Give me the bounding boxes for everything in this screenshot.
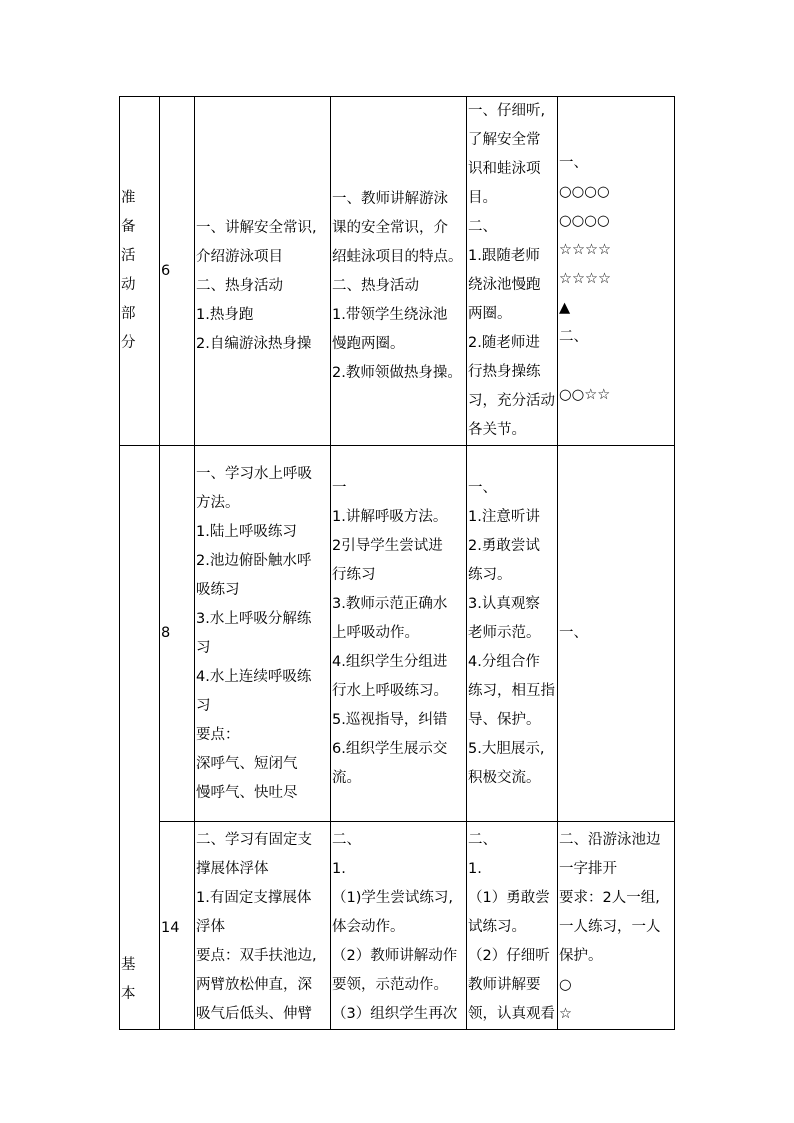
organization-line: 二、 bbox=[559, 328, 588, 345]
section-char: 活 bbox=[121, 248, 136, 264]
minutes-cell: 14 bbox=[160, 822, 195, 1030]
content-line: 方法。 bbox=[196, 494, 240, 511]
student-line: （1）勇敢尝 bbox=[468, 890, 550, 906]
teacher-activity-cell bbox=[331, 97, 467, 446]
section-char: 基 bbox=[121, 957, 136, 973]
student-line: 一、 bbox=[468, 480, 497, 496]
content-cell bbox=[195, 446, 331, 822]
student-line: 习，充分活动 bbox=[468, 393, 555, 409]
student-line: 试练习。 bbox=[468, 919, 526, 935]
teacher-line: 体会动作。 bbox=[332, 919, 405, 935]
organization-line: 保护。 bbox=[559, 948, 603, 964]
content-line: 吸气后低头、伸臂 bbox=[196, 1006, 312, 1022]
teacher-line: 二、热身活动 bbox=[332, 277, 419, 294]
student-line: 2.勇敢尝试 bbox=[468, 538, 540, 554]
content-line: 撑展体浮体 bbox=[196, 861, 269, 877]
table-row bbox=[120, 822, 675, 1030]
teacher-line: 5.巡视指导，纠错 bbox=[332, 712, 448, 728]
teacher-line: 行水上呼吸练习。 bbox=[332, 683, 448, 699]
teacher-line: 上呼吸动作。 bbox=[332, 625, 419, 641]
teacher-line: 绍蛙泳项目的特点。 bbox=[332, 248, 463, 265]
section-char: 本 bbox=[121, 986, 136, 1002]
content-line: 慢呼气、快吐尽 bbox=[196, 784, 298, 801]
student-activity-cell bbox=[467, 97, 558, 446]
organization-line: 要求：2人一组, bbox=[559, 890, 660, 906]
student-line: 目。 bbox=[468, 190, 497, 206]
formation-symbols: ○○☆☆ bbox=[559, 386, 611, 403]
formation-symbols: ○○○○ bbox=[559, 212, 610, 229]
teacher-line: 1. bbox=[332, 861, 346, 877]
content-line: 要点：双手扶池边, bbox=[196, 948, 317, 964]
table-row bbox=[120, 446, 675, 822]
formation-symbols: ○ bbox=[559, 977, 572, 993]
section-cell bbox=[120, 97, 160, 446]
content-line: 两臂放松伸直，深 bbox=[196, 977, 312, 993]
teacher-line: 6.组织学生展示交 bbox=[332, 741, 448, 757]
content-line: 一、学习水上呼吸 bbox=[196, 465, 312, 482]
student-line: 两圈。 bbox=[468, 306, 512, 322]
student-line: 1.注意听讲 bbox=[468, 509, 540, 525]
content-line: 1.陆上呼吸练习 bbox=[196, 523, 297, 540]
student-activity-cell bbox=[467, 822, 558, 1030]
teacher-line: 4.组织学生分组进 bbox=[332, 654, 448, 670]
student-activity-cell bbox=[467, 446, 558, 822]
organization-line: 一字排开 bbox=[559, 861, 617, 877]
content-line: 介绍游泳项目 bbox=[196, 248, 283, 265]
content-cell bbox=[195, 97, 331, 446]
teacher-line: 二、 bbox=[332, 832, 361, 848]
student-line: 识和蛙泳项 bbox=[468, 161, 541, 177]
content-line: 3.水上呼吸分解练 bbox=[196, 610, 312, 627]
student-line: 练习，相互指 bbox=[468, 683, 555, 699]
teacher-line: 行练习 bbox=[332, 567, 376, 583]
student-line: 2.随老师进 bbox=[468, 335, 540, 351]
student-line: （2）仔细听 bbox=[468, 948, 550, 964]
teacher-line: 2引导学生尝试进 bbox=[332, 538, 443, 554]
content-line: 2.池边俯卧触水呼 bbox=[196, 552, 312, 569]
student-line: 积极交流。 bbox=[468, 770, 541, 786]
organization-line: 一、 bbox=[559, 625, 588, 641]
student-line: 教师讲解要 bbox=[468, 977, 541, 993]
student-line: 行热身操练 bbox=[468, 364, 541, 380]
teacher-line: 流。 bbox=[332, 770, 361, 786]
teacher-line: 慢跑两圈。 bbox=[332, 335, 405, 352]
content-line: 1.有固定支撑展体 bbox=[196, 890, 312, 906]
section-cell bbox=[120, 446, 160, 1030]
teacher-line: 一、教师讲解游泳 bbox=[332, 190, 448, 207]
section-char: 分 bbox=[121, 335, 136, 351]
content-line: 习 bbox=[196, 639, 211, 656]
content-line: 习 bbox=[196, 697, 211, 714]
teacher-line: （2）教师讲解动作 bbox=[332, 948, 458, 964]
student-line: 二、 bbox=[468, 832, 497, 848]
content-line: 浮体 bbox=[196, 919, 225, 935]
student-line: 老师示范。 bbox=[468, 625, 541, 641]
formation-symbols: ☆☆☆☆ bbox=[559, 270, 611, 287]
organization-cell bbox=[558, 446, 675, 822]
minutes-cell: 8 bbox=[160, 446, 195, 822]
teacher-line: 1.带领学生绕泳池 bbox=[332, 306, 448, 323]
formation-symbols: ○○○○ bbox=[559, 183, 610, 200]
content-line: 二、学习有固定支 bbox=[196, 832, 312, 848]
teacher-activity-cell bbox=[331, 446, 467, 822]
teacher-line: 3.教师示范正确水 bbox=[332, 596, 448, 612]
section-char: 备 bbox=[121, 219, 136, 235]
minutes-cell: 6 bbox=[160, 97, 195, 446]
lesson-plan-table bbox=[119, 96, 675, 1030]
teacher-line: （1)学生尝试练习, bbox=[332, 890, 453, 906]
student-line: 3.认真观察 bbox=[468, 596, 540, 612]
teacher-line: 要领，示范动作。 bbox=[332, 977, 448, 993]
content-cell bbox=[195, 822, 331, 1030]
content-line: 一、讲解安全常识, bbox=[196, 219, 317, 236]
content-line: 深呼气、短闭气 bbox=[196, 755, 298, 772]
content-line: 二、热身活动 bbox=[196, 277, 283, 294]
student-line: 1. bbox=[468, 861, 482, 877]
student-line: 一、仔细听, bbox=[468, 103, 546, 119]
student-line: 5.大胆展示, bbox=[468, 741, 545, 757]
content-line: 要点： bbox=[196, 726, 240, 743]
student-line: 绕泳池慢跑 bbox=[468, 277, 541, 293]
teacher-activity-cell bbox=[331, 822, 467, 1030]
student-line: 练习。 bbox=[468, 567, 512, 583]
teacher-line: 课的安全常识，介 bbox=[332, 219, 448, 236]
organization-line: 二、沿游泳池边 bbox=[559, 832, 661, 848]
teacher-line: 1.讲解呼吸方法。 bbox=[332, 509, 448, 525]
section-char: 准 bbox=[121, 190, 136, 206]
content-line: 4.水上连续呼吸练 bbox=[196, 668, 312, 685]
student-line: 二、 bbox=[468, 219, 497, 235]
organization-line: 一、 bbox=[559, 154, 588, 171]
student-line: 领，认真观看 bbox=[468, 1006, 555, 1022]
teacher-line: （3）组织学生再次 bbox=[332, 1006, 458, 1022]
student-line: 导、保护。 bbox=[468, 712, 541, 728]
section-char: 部 bbox=[121, 306, 136, 322]
student-line: 4.分组合作 bbox=[468, 654, 540, 670]
formation-symbols: ☆ bbox=[559, 1006, 572, 1022]
organization-line: 一人练习，一人 bbox=[559, 919, 661, 935]
teacher-line: 2.教师领做热身操。 bbox=[332, 364, 462, 381]
content-line: 2.自编游泳热身操 bbox=[196, 335, 312, 352]
student-line: 1.跟随老师 bbox=[468, 248, 540, 264]
teacher-line: 一 bbox=[332, 480, 347, 496]
organization-cell bbox=[558, 97, 675, 446]
table-row bbox=[120, 97, 675, 446]
organization-line bbox=[559, 352, 674, 381]
content-line: 吸练习 bbox=[196, 581, 240, 598]
organization-cell bbox=[558, 822, 675, 1030]
student-line: 了解安全常 bbox=[468, 132, 541, 148]
formation-symbols: ☆☆☆☆ bbox=[559, 241, 611, 258]
teacher-marker-icon: ▲ bbox=[559, 299, 571, 316]
section-char: 动 bbox=[121, 277, 136, 293]
content-line: 1.热身跑 bbox=[196, 306, 254, 323]
student-line: 各关节。 bbox=[468, 422, 526, 438]
